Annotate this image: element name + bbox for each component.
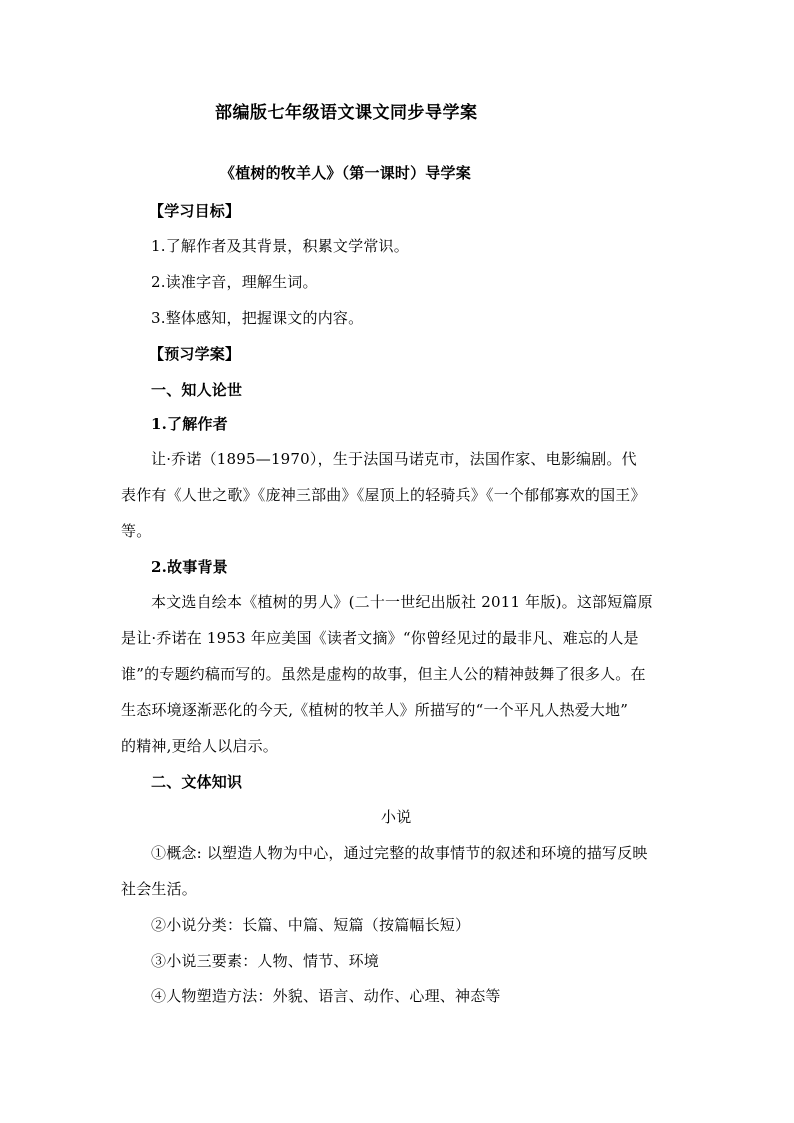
background-paragraph-line: 谁”的专题约稿而写的。虽然是虚构的故事，但主人公的精神鼓舞了很多人。在 <box>121 665 646 683</box>
background-paragraph-line: 本文选自绘本《植树的男人》(二十一世纪出版社 2011 年版)。这部短篇原 <box>151 593 653 611</box>
preview-heading: 【预习学案】 <box>149 345 241 363</box>
genre-subtitle: 小说 <box>381 808 412 826</box>
objectives-heading: 【学习目标】 <box>149 202 241 220</box>
novel-three-elements: ③小说三要素：人物、情节、环境 <box>151 952 380 970</box>
objective-item-2: 2.读准字音，理解生词。 <box>151 273 318 291</box>
novel-concept-line: 社会生活。 <box>121 880 198 898</box>
objective-item-3: 3.整体感知，把握课文的内容。 <box>151 309 364 327</box>
document-title: 部编版七年级语文课文同步导学案 <box>215 103 478 123</box>
section-heading-author-context: 一、知人论世 <box>151 381 243 399</box>
subheading-author: 1.了解作者 <box>151 415 228 433</box>
novel-classification: ②小说分类：长篇、中篇、短篇（按篇幅长短） <box>151 916 471 934</box>
objective-item-1: 1.了解作者及其背景，积累文学常识。 <box>151 237 409 255</box>
author-paragraph-line: 表作有《人世之歌》《庞神三部曲》《屋顶上的轻骑兵》《一个郁郁寡欢的国王》 <box>121 486 646 504</box>
character-portrayal-methods: ④人物塑造方法：外貌、语言、动作、心理、神态等 <box>151 987 501 1005</box>
novel-concept-line: ①概念: 以塑造人物为中心，通过完整的故事情节的叙述和环境的描写反映 <box>151 844 648 862</box>
background-paragraph-line: 生态环境逐渐恶化的今天,《植树的牧羊人》所描写的“一个平凡人热爱大地” <box>121 701 629 719</box>
subheading-background: 2.故事背景 <box>151 558 228 576</box>
background-paragraph-line: 的精神,更给人以启示。 <box>121 737 278 755</box>
lesson-title: 《植树的牧羊人》（第一课时）导学案 <box>220 164 471 182</box>
author-paragraph-line: 让·乔诺（1895—1970），生于法国马诺克市，法国作家、电影编剧。代 <box>151 450 637 468</box>
background-paragraph-line: 是让·乔诺在 1953 年应美国《读者文摘》“你曾经见过的最非凡、难忘的人是 <box>121 629 639 647</box>
author-paragraph-line: 等。 <box>121 522 152 540</box>
section-heading-genre-knowledge: 二、文体知识 <box>151 773 243 791</box>
